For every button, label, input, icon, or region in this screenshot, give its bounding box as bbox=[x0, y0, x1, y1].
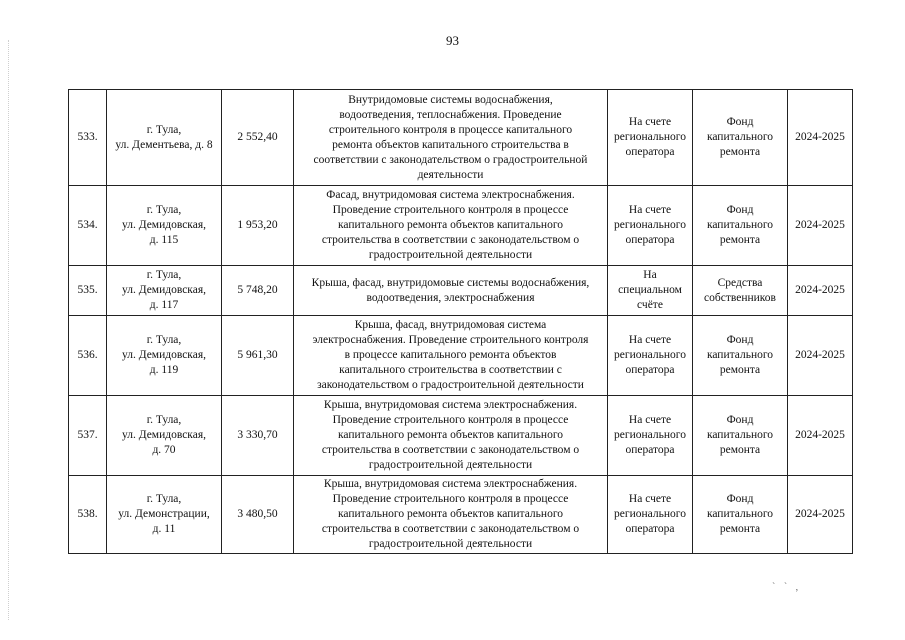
row-number-cell: 535. bbox=[69, 266, 107, 316]
account-cell: На счете регионального оператора bbox=[608, 476, 693, 554]
fund-cell: Фонд капитального ремонта bbox=[693, 186, 788, 266]
period-cell: 2024-2025 bbox=[788, 90, 853, 186]
works-cell: Крыша, фасад, внутридомовая система электроснабжения. Проведение строительного контроля в процессе капитального ремонта объектов капитального строительства в соответствии с законодательством о градостроительной деятельности bbox=[294, 316, 608, 396]
account-cell: На счете регионального оператора bbox=[608, 90, 693, 186]
fund-cell: Фонд капитального ремонта bbox=[693, 476, 788, 554]
account-cell: На специальном счёте bbox=[608, 266, 693, 316]
account-cell: На счете регионального оператора bbox=[608, 396, 693, 476]
table-row bbox=[69, 266, 853, 316]
row-number-cell: 536. bbox=[69, 316, 107, 396]
period-cell: 2024-2025 bbox=[788, 476, 853, 554]
area-cell: 3 330,70 bbox=[222, 396, 294, 476]
address-cell: г. Тула, ул. Дементьева, д. 8 bbox=[107, 90, 222, 186]
area-cell: 1 953,20 bbox=[222, 186, 294, 266]
account-cell: На счете регионального оператора bbox=[608, 316, 693, 396]
repair-register-table bbox=[68, 89, 853, 554]
table-row bbox=[69, 316, 853, 396]
fund-cell: Фонд капитального ремонта bbox=[693, 316, 788, 396]
table-row bbox=[69, 186, 853, 266]
address-cell: г. Тула, ул. Демидовская, д. 117 bbox=[107, 266, 222, 316]
address-cell: г. Тула, ул. Демидовская, д. 115 bbox=[107, 186, 222, 266]
works-cell: Крыша, внутридомовая система электроснабжения. Проведение строительного контроля в процессе капитального ремонта объектов капитального строительства в соответствии с законодательством о градостроительной деятельности bbox=[294, 476, 608, 554]
fund-cell: Средства собственников bbox=[693, 266, 788, 316]
scan-margin-artifact bbox=[8, 40, 10, 620]
works-cell: Крыша, внутридомовая система электроснабжения. Проведение строительного контроля в процессе капитального ремонта объектов капитального строительства в соответствии с законодательством о градостроительной деятельности bbox=[294, 396, 608, 476]
fund-cell: Фонд капитального ремонта bbox=[693, 90, 788, 186]
table-row bbox=[69, 476, 853, 554]
table-row bbox=[69, 396, 853, 476]
period-cell: 2024-2025 bbox=[788, 266, 853, 316]
area-cell: 5 961,30 bbox=[222, 316, 294, 396]
row-number-cell: 534. bbox=[69, 186, 107, 266]
area-cell: 3 480,50 bbox=[222, 476, 294, 554]
table-row bbox=[69, 90, 853, 186]
page-number: 93 bbox=[446, 33, 459, 48]
works-cell: Фасад, внутридомовая система электроснабжения. Проведение строительного контроля в процессе капитального ремонта объектов капитального строительства в соответствии с законодательством о градостроительной деятельности bbox=[294, 186, 608, 266]
address-cell: г. Тула, ул. Демонстрации, д. 11 bbox=[107, 476, 222, 554]
row-number-cell: 537. bbox=[69, 396, 107, 476]
scan-mark-artifact: ` ` , bbox=[772, 582, 802, 593]
address-cell: г. Тула, ул. Демидовская, д. 119 bbox=[107, 316, 222, 396]
account-cell: На счете регионального оператора bbox=[608, 186, 693, 266]
works-cell: Крыша, фасад, внутридомовые системы водоснабжения, водоотведения, электроснабжения bbox=[294, 266, 608, 316]
fund-cell: Фонд капитального ремонта bbox=[693, 396, 788, 476]
row-number-cell: 538. bbox=[69, 476, 107, 554]
period-cell: 2024-2025 bbox=[788, 396, 853, 476]
row-number-cell: 533. bbox=[69, 90, 107, 186]
area-cell: 5 748,20 bbox=[222, 266, 294, 316]
period-cell: 2024-2025 bbox=[788, 186, 853, 266]
works-cell: Внутридомовые системы водоснабжения, водоотведения, теплоснабжения. Проведение строительного контроля в процессе капитального ремонта объектов капитального строительства в соответствии с законодательством о градостроительной деятельности bbox=[294, 90, 608, 186]
address-cell: г. Тула, ул. Демидовская, д. 70 bbox=[107, 396, 222, 476]
period-cell: 2024-2025 bbox=[788, 316, 853, 396]
area-cell: 2 552,40 bbox=[222, 90, 294, 186]
